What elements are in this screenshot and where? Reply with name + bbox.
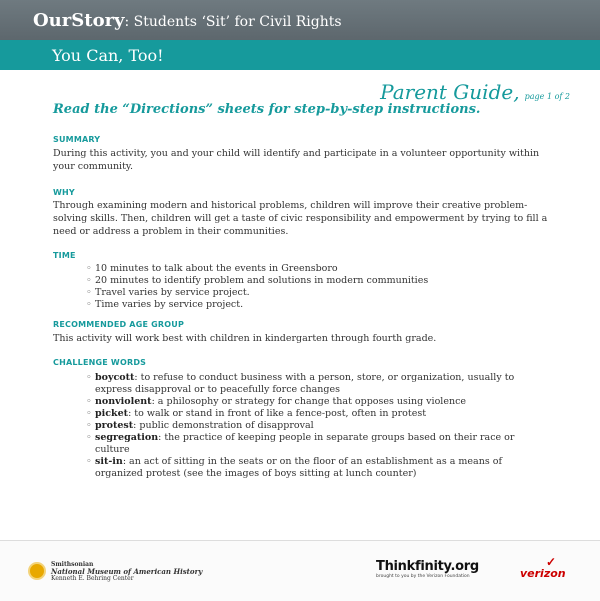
words-heading: CHALLENGE WORDS	[53, 358, 147, 367]
brand-subtitle: : Students ‘Sit’ for Civil Rights	[124, 13, 342, 30]
center-name: Kenneth E. Behring Center	[51, 575, 134, 582]
time-list	[86, 263, 546, 311]
checkmark-icon: ✓	[546, 555, 557, 569]
why-text: Through examining modern and historical problems, children will improve their creative problem-solving skills. Then, children will get a taste of civic responsibility and empowerment by trying to fill a need or address a problem in their communities.	[53, 200, 548, 237]
guide-title	[380, 80, 570, 104]
page-number: page 1 of 2	[524, 92, 570, 101]
age-heading: RECOMMENDED AGE GROUP	[53, 320, 185, 329]
top-banner	[0, 0, 600, 40]
summary-text: During this activity, you and your child will identify and participate in a volunteer opportunity within your community.	[53, 148, 540, 172]
list-item: ◦ protest: public demonstration of disapproval	[86, 420, 314, 431]
why-heading: WHY	[53, 188, 75, 197]
list-item: ◦ 20 minutes to identify problem and solutions in modern communities	[86, 275, 429, 286]
museum-name: National Museum of American History	[51, 567, 203, 576]
verizon-name: verizon	[520, 567, 566, 580]
list-item: ◦ 10 minutes to talk about the events in Greensboro	[86, 263, 338, 274]
footer	[0, 540, 600, 601]
brand-main: OurStory	[33, 9, 125, 31]
list-item: ◦ boycott: to refuse to conduct business with a person, store, or organization, usually to express disapproval or to peacefully force changes	[86, 372, 515, 395]
list-item: ◦ Time varies by service project.	[86, 299, 244, 310]
list-item: ◦ picket: to walk or stand in front of like a fence-post, often in protest	[86, 408, 427, 419]
list-item: ◦ sit-in: an act of sitting in the seats or on the floor of an establishment as a means of organized protest (see the images of boys sitting at lunch counter)	[86, 456, 502, 479]
sun-icon	[28, 562, 46, 580]
thinkfinity-logo[interactable]	[376, 559, 479, 579]
list-item: ◦ nonviolent: a philosophy or strategy for change that opposes using violence	[86, 396, 467, 407]
brand-title	[33, 10, 342, 31]
age-text: This activity will work best with children in kindergarten through fourth grade.	[53, 333, 437, 344]
summary-heading: SUMMARY	[53, 135, 101, 144]
page-title: You Can, Too!	[52, 45, 164, 65]
thinkfinity-tagline: brought to you by the Verizon Foundation	[376, 574, 470, 579]
challenge-words-list	[86, 372, 546, 480]
list-item: ◦ Travel varies by service project.	[86, 287, 250, 298]
instruction-line: Read the “Directions” sheets for step-by-step instructions.	[53, 102, 481, 117]
smithsonian-name: Smithsonian	[51, 561, 94, 568]
smithsonian-logo[interactable]	[28, 561, 202, 582]
thinkfinity-name: Thinkfinity.org	[376, 559, 479, 574]
verizon-logo[interactable]	[520, 557, 566, 580]
list-item: ◦ segregation: the practice of keeping people in separate groups based on their race or culture	[86, 432, 515, 455]
title-banner	[0, 40, 600, 70]
time-heading: TIME	[53, 251, 76, 260]
guide-title-text: Parent Guide,	[380, 80, 520, 104]
